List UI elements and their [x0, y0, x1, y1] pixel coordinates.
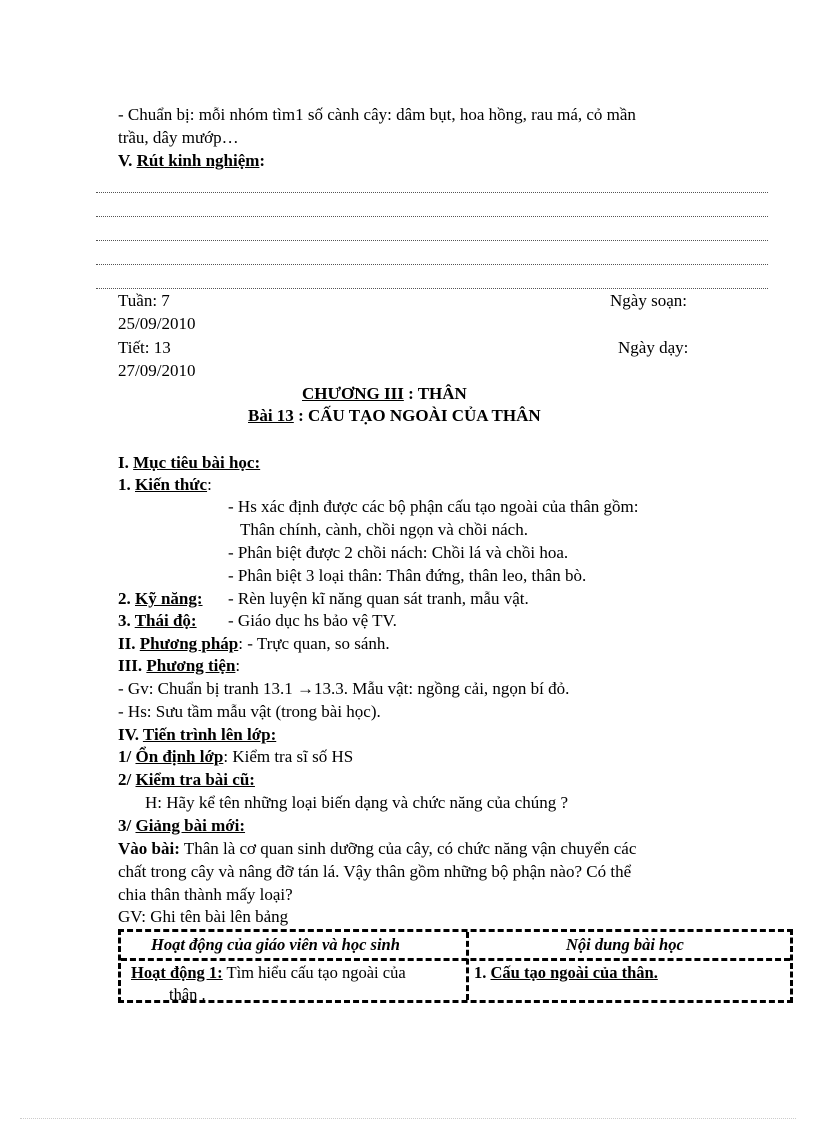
activity-1: Hoạt động 1: Tìm hiểu cấu tạo ngoài của — [131, 963, 406, 982]
col2-header: Nội dung bài học — [566, 935, 684, 954]
period-label: Tiết: 13 — [118, 338, 171, 357]
knowledge-item-1-cont: Thân chính, cành, chồi ngọn và chồi nách. — [240, 520, 528, 539]
intro-line-3: chia thân thành mấy loại? — [118, 885, 293, 904]
dotted-line — [96, 264, 768, 265]
content-1: 1. Cấu tạo ngoài của thân. — [474, 963, 658, 982]
page-bottom-rule — [20, 1118, 796, 1119]
knowledge-item-1: - Hs xác định được các bộ phận cấu tạo ngoài của thân gồm: — [228, 497, 639, 516]
dotted-line — [96, 216, 768, 217]
col1-header: Hoạt động của giáo viên và học sinh — [151, 935, 400, 954]
step-3: 3/ Giảng bài mới: — [118, 816, 246, 835]
step-2: 2/ Kiểm tra bài cũ: — [118, 770, 255, 789]
experience-heading: V. Rút kinh nghiệm: — [118, 151, 266, 170]
teach-date: 27/09/2010 — [118, 361, 196, 380]
intro-line-1: Vào bài: Thân là cơ quan sinh dưỡng của cây, có chức năng vận chuyển các — [118, 839, 637, 858]
lesson-title: Bài 13 : CẤU TẠO NGOÀI CỦA THÂN — [248, 406, 541, 425]
prep-line-1: - Chuẩn bị: mỗi nhóm tìm1 số cành cây: dâm bụt, hoa hồng, rau má, cỏ mần — [118, 105, 636, 124]
week-label: Tuần: 7 — [118, 291, 170, 310]
teacher-note: GV: Ghi tên bài lên bảng — [118, 907, 289, 926]
means-student: - Hs: Sưu tầm mẫu vật (trong bài học). — [118, 702, 381, 721]
dotted-line — [96, 192, 768, 193]
header-divider — [121, 958, 790, 961]
chapter-title: CHƯƠNG III : THÂN — [302, 384, 467, 403]
intro-line-2: chất trong cây và nâng đỡ tán lá. Vậy thân gồm những bộ phận nào? Có thể — [118, 862, 632, 881]
dotted-line — [96, 240, 768, 241]
step-1: 1/ Ổn định lớp: Kiểm tra sĩ số HS — [118, 747, 354, 766]
process-heading: IV. Tiến trình lên lớp: — [118, 725, 277, 744]
method-row: II. Phương pháp: - Trực quan, so sánh. — [118, 634, 390, 653]
dotted-line — [96, 288, 768, 289]
prep-line-2: trầu, dây mướp… — [118, 128, 239, 147]
review-question: H: Hãy kể tên những loại biến dạng và chức năng của chúng ? — [145, 793, 568, 812]
activity-1-cont: thân . — [169, 985, 206, 1004]
knowledge-item-2: - Phân biệt được 2 chồi nách: Chồi lá và chồi hoa. — [228, 543, 569, 562]
knowledge-item-3: - Phân biệt 3 loại thân: Thân đứng, thân leo, thân bò. — [228, 566, 587, 585]
skill-text: - Rèn luyện kĩ năng quan sát tranh, mẫu vật. — [228, 589, 529, 608]
skill-row: 2. Kỹ năng: — [118, 589, 203, 608]
attitude-text: - Giáo dục hs bảo vệ TV. — [228, 611, 397, 630]
teach-date-label: Ngày dạy: — [618, 338, 689, 357]
lesson-table — [118, 929, 793, 1003]
knowledge-heading: 1. Kiến thức: — [118, 475, 212, 494]
prep-date-label: Ngày soạn: — [610, 291, 687, 310]
attitude-row: 3. Thái độ: — [118, 611, 197, 630]
means-teacher: - Gv: Chuẩn bị tranh 13.1 →13.3. Mẫu vật: ngồng cải, ngọn bí đỏ. — [118, 679, 570, 698]
column-divider — [466, 932, 469, 1000]
prep-date: 25/09/2010 — [118, 314, 196, 333]
means-heading: III. Phương tiện: — [118, 656, 241, 675]
objectives-heading: I. Mục tiêu bài học: — [118, 453, 261, 472]
